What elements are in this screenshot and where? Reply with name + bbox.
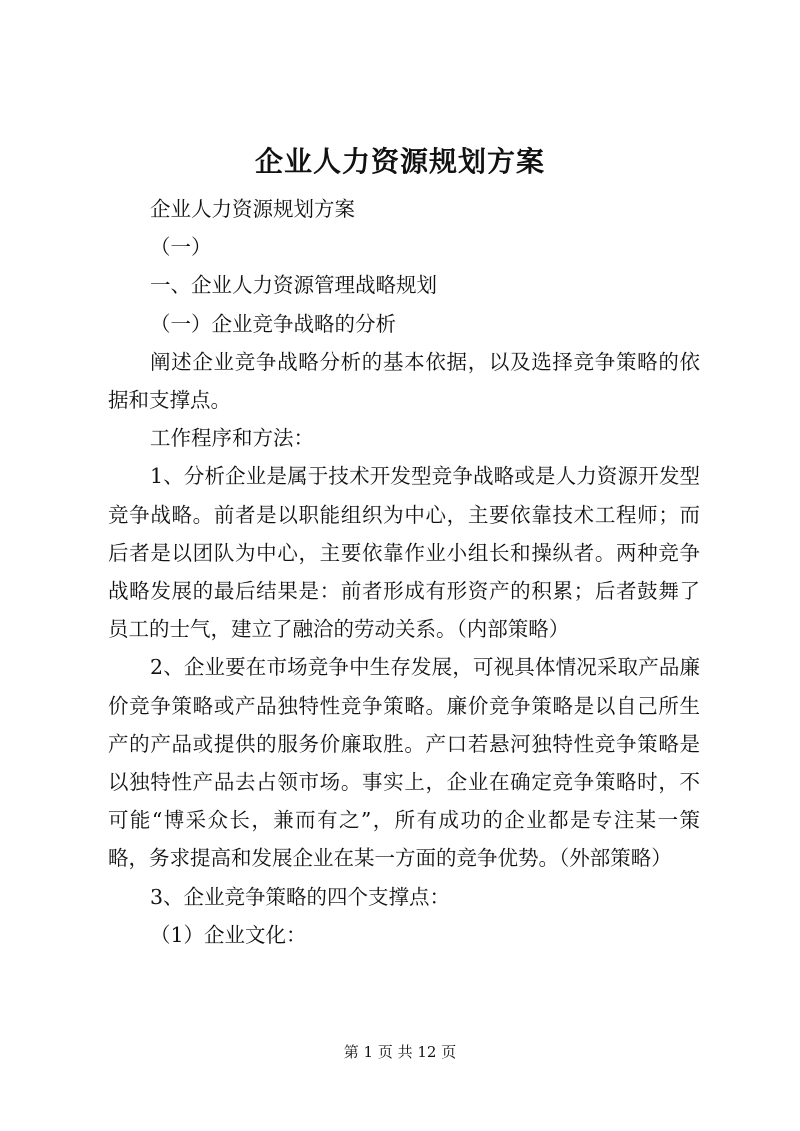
paragraph-methods-heading: 工作程序和方法： xyxy=(150,426,314,451)
paragraph-point-2: 2、企业要在市场竞争中生存发展，可视具体情况采取产品廉价竞争策略或产品独特性竞争策略。廉价竞争策略是以自己所生产的产品或提供的服务价廉取胜。产口若悬河独特性竞争策略是以独特性产品去占领市场。事实上，企业在确定竞争策略时，不可能“博采众长，兼而有之”，所有成功的企业都是专注某一策略，务求提高和发展企业在某一方面的竞争优势。（外部策略） xyxy=(108,655,700,871)
paragraph-heading-strategy: 一、企业人力资源管理战略规划 xyxy=(150,273,437,298)
paragraph-subtitle: 企业人力资源规划方案 xyxy=(150,197,355,221)
page-footer: 第 1 页 共 12 页 xyxy=(343,1043,457,1061)
document-title: 企业人力资源规划方案 xyxy=(254,145,545,178)
paragraph-intro: 阐述企业竞争战略分析的基本依据，以及选择竞争策略的依据和支撑点。 xyxy=(108,349,700,413)
paragraph-point-1: 1、分析企业是属于技术开发型竞争战略或是人力资源开发型竞争战略。前者是以职能组织为中心，主要依靠技术工程师；而后者是以团队为中心，主要依靠作业小组长和操纵者。两种竞争战略发展的最后结果是：前者形成有形资产的积累；后者鼓舞了员工的士气，建立了融洽的劳动关系。（内部策略） xyxy=(108,464,700,642)
document-body xyxy=(108,190,700,954)
paragraph-sub-point-1: （1）企业文化： xyxy=(150,922,307,947)
paragraph-subheading-competition: （一）企业竞争战略的分析 xyxy=(150,311,396,336)
paragraph-point-3: 3、企业竞争策略的四个支撑点： xyxy=(150,884,451,909)
paragraph-section-number: （一） xyxy=(150,235,212,260)
